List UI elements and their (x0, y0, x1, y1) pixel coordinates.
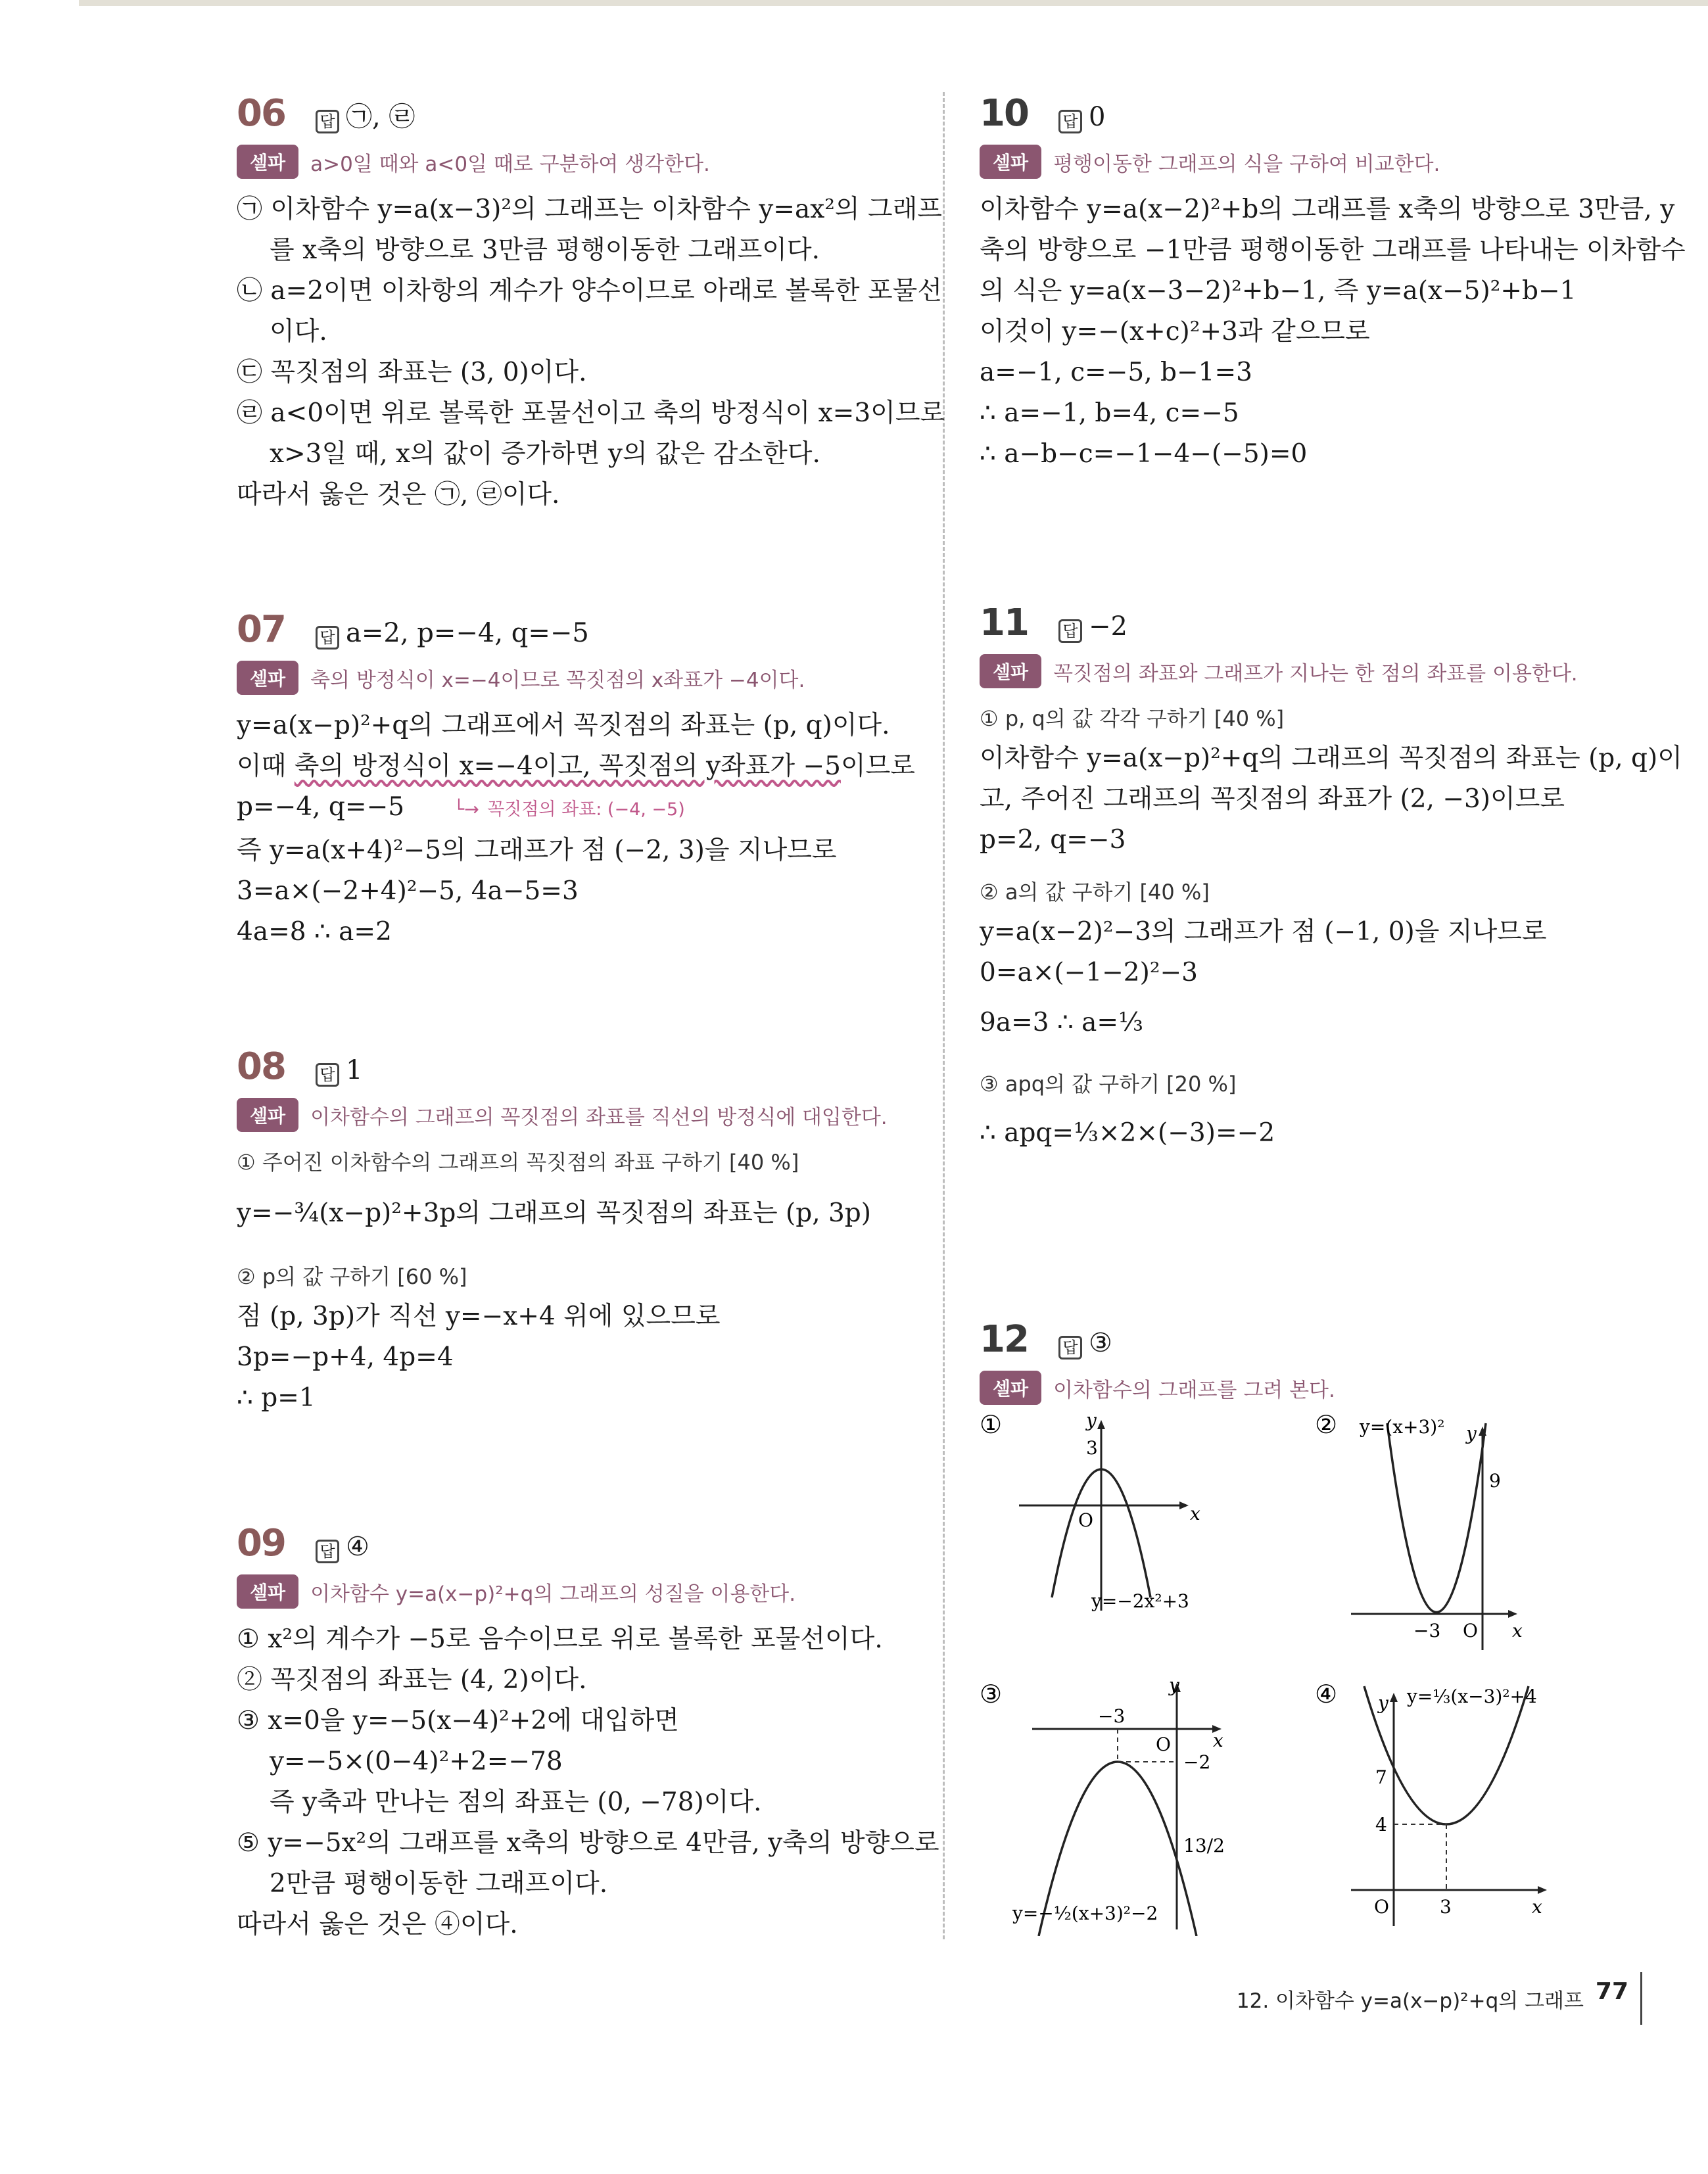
origin-label: O (1374, 1896, 1389, 1918)
answer-value: ④ (346, 1532, 369, 1562)
graph-mark: ② (1315, 1410, 1338, 1439)
y-axis-arrow (1390, 1693, 1398, 1702)
solution-line: 이것이 y=−(x+c)²+3과 같으므로 (980, 317, 1370, 346)
problem-number: 10 (980, 92, 1028, 135)
solution-line: ① x²의 계수가 −5로 음수이므로 위로 볼록한 포물선이다. (237, 1624, 883, 1654)
solution-line (237, 787, 914, 830)
problem-08 (237, 1045, 914, 1419)
y-intercept-label: 7 (1375, 1766, 1387, 1788)
arrow-icon: └→ (453, 799, 479, 820)
parabola-curve (1387, 1423, 1486, 1613)
graph-mark: ③ (980, 1680, 1003, 1709)
solution-line: y=a(x−p)²+q의 그래프에서 꼭짓점의 좌표는 (p, q)이다. (237, 711, 890, 740)
solution-line: ㉢ 꼭짓점의 좌표는 (3, 0)이다. (237, 358, 587, 387)
problem-number: 08 (237, 1045, 285, 1088)
y-intercept-label: 9 (1489, 1470, 1501, 1492)
column-divider (943, 92, 945, 1939)
solution-line: a=−1, c=−5, b−1=3 (980, 358, 1252, 387)
step-heading: ① 주어진 이차함수의 그래프의 꼭짓점의 좌표 구하기 [40 %] (237, 1150, 799, 1175)
solution-line: 의 식은 y=a(x−3−2)²+b−1, 즉 y=a(x−5)²+b−1 (980, 276, 1577, 306)
y-axis-label: y (1169, 1674, 1179, 1696)
equation-label: y=(x+3)² (1360, 1416, 1445, 1438)
top-rule (79, 0, 1708, 6)
tip-text: 이차함수의 그래프를 그려 본다. (1053, 1378, 1335, 1402)
origin-label: O (1156, 1734, 1171, 1755)
answer-icon: 답 (316, 626, 339, 650)
answer-icon: 답 (316, 110, 339, 133)
solution-line: 따라서 옳은 것은 ④이다. (237, 1910, 518, 1939)
solution-line: 축의 방향으로 −1만큼 평행이동한 그래프를 나타내는 이차함수 (980, 235, 1686, 265)
graph-3 (980, 1673, 1308, 1936)
problem-09 (237, 1522, 939, 1945)
text: 이므로 (840, 751, 915, 781)
answer-icon: 답 (1058, 110, 1082, 133)
solution-line: 0=a×(−1−2)²−3 (980, 958, 1198, 987)
solution-line: 4a=8 ∴ a=2 (237, 917, 392, 947)
step-heading: ② p의 값 구하기 [60 %] (237, 1264, 467, 1289)
solution-line: ③ x=0을 y=−5(x−4)²+2에 대입하면 (237, 1706, 679, 1736)
origin-label: O (1078, 1509, 1093, 1531)
solution-line: ㉡ a=2이면 이차항의 계수가 양수이므로 아래로 볼록한 포물선 (237, 276, 943, 306)
y-intercept-label: 3 (1086, 1437, 1098, 1459)
solution-line: 이차함수 y=a(x−p)²+q의 그래프의 꼭짓점의 좌표는 (p, q)이 (980, 744, 1682, 773)
problem-07 (237, 608, 914, 953)
problem-number: 11 (980, 602, 1028, 644)
x-axis-arrow (1508, 1610, 1517, 1618)
solution-line: y=−5×(0−4)²+2=−78 (270, 1747, 563, 1776)
problem-10 (980, 92, 1686, 475)
solution-line: ⑤ y=−5x²의 그래프를 x축의 방향으로 4만큼, y축의 방향으로 (237, 1828, 939, 1858)
tip-badge: 셀파 (980, 145, 1041, 179)
tip-text: 꼭짓점의 좌표와 그래프가 지나는 한 점의 좌표를 이용한다. (1053, 661, 1578, 686)
tip-text: 평행이동한 그래프의 식을 구하여 비교한다. (1053, 152, 1440, 176)
answer-value: 0 (1089, 102, 1106, 132)
tip-text: a>0일 때와 a<0일 때로 구분하여 생각한다. (310, 152, 710, 176)
page-number: 77 (1596, 1972, 1642, 2025)
equation-label: y=−½(x+3)²−2 (1012, 1902, 1158, 1924)
solution-line: 3=a×(−2+4)²−5, 4a−5=3 (237, 876, 579, 906)
solution-line: y=a(x−2)²−3의 그래프가 점 (−1, 0)을 지나므로 (980, 917, 1547, 947)
solution-line: 즉 y=a(x+4)²−5의 그래프가 점 (−2, 3)을 지나므로 (237, 836, 837, 865)
graph-1-svg (980, 1407, 1308, 1624)
graph-2 (1315, 1407, 1644, 1657)
solution-line: ∴ a−b−c=−1−4−(−5)=0 (980, 439, 1308, 469)
solution-line: ㉣ a<0이면 위로 볼록한 포물선이고 축의 방정식이 x=3이므로 (237, 398, 945, 428)
solution-line: ② 꼭짓점의 좌표는 (4, 2)이다. (237, 1665, 587, 1695)
answer-icon: 답 (316, 1540, 339, 1563)
solution-line (237, 746, 914, 787)
tip-text: 축의 방정식이 x=−4이므로 꼭짓점의 x좌표가 −4이다. (310, 668, 805, 692)
problem-number: 09 (237, 1522, 285, 1565)
vertex-x-label: −3 (1413, 1620, 1441, 1642)
y-axis-label: y (1466, 1423, 1477, 1444)
answer-value: 1 (346, 1055, 363, 1085)
answer-icon: 답 (1058, 1336, 1082, 1359)
chapter-title: 12. 이차함수 y=a(x−p)²+q의 그래프 (1236, 1989, 1584, 2013)
graph-1 (980, 1407, 1308, 1624)
equation-label: y=⅓(x−3)²+4 (1407, 1686, 1537, 1707)
solution-line: 따라서 옳은 것은 ㉠, ㉣이다. (237, 480, 560, 509)
solution-line: 고, 주어진 그래프의 꼭짓점의 좌표가 (2, −3)이므로 (980, 784, 1565, 814)
problem-11 (980, 602, 1682, 1163)
y-intercept-label: 13/2 (1183, 1835, 1225, 1856)
graph-mark: ① (980, 1410, 1003, 1439)
equation-label: y=−2x²+3 (1091, 1590, 1189, 1612)
x-axis-label: x (1213, 1730, 1223, 1751)
answer-value: ③ (1089, 1328, 1112, 1358)
graph-3-svg (980, 1673, 1308, 1936)
vertex-y-label: −2 (1183, 1751, 1211, 1773)
solution-line: 이다. (270, 317, 327, 346)
graph-mark: ④ (1315, 1680, 1338, 1709)
step-heading: ③ apq의 값 구하기 [20 %] (980, 1072, 1237, 1097)
solution-line: 를 x축의 방향으로 3만큼 평행이동한 그래프이다. (270, 235, 820, 265)
solution-line: ∴ p=1 (237, 1383, 316, 1413)
answer-value: a=2, p=−4, q=−5 (346, 618, 589, 648)
step-heading: ① p, q의 값 각각 구하기 [40 %] (980, 706, 1285, 731)
vertex-x-label: 3 (1440, 1896, 1452, 1918)
answer-value: −2 (1089, 611, 1127, 642)
problem-number: 12 (980, 1318, 1028, 1361)
problem-number: 06 (237, 92, 285, 135)
y-axis-label: y (1378, 1692, 1388, 1714)
x-axis-arrow (1179, 1501, 1189, 1509)
tip-badge: 셀파 (237, 145, 298, 179)
text: p=−4, q=−5 (237, 792, 405, 822)
tip-text: 이차함수의 그래프의 꼭짓점의 좌표를 직선의 방정식에 대입한다. (310, 1105, 888, 1129)
x-axis-label: x (1532, 1896, 1542, 1918)
step-heading: ② a의 값 구하기 [40 %] (980, 880, 1210, 905)
solution-line: 이차함수 y=a(x−2)²+b의 그래프를 x축의 방향으로 3만큼, y (980, 195, 1675, 224)
solution-line: x>3일 때, x의 값이 증가하면 y의 값은 감소한다. (270, 439, 820, 469)
x-axis-arrow (1538, 1886, 1547, 1894)
answer-value: ㉠, ㉣ (346, 102, 415, 132)
solution-line: ㉠ 이차함수 y=a(x−3)²의 그래프는 이차함수 y=ax²의 그래프 (237, 195, 942, 224)
solution-line: ∴ a=−1, b=4, c=−5 (980, 398, 1239, 428)
solution-line: 즉 y축과 만나는 점의 좌표는 (0, −78)이다. (270, 1787, 762, 1817)
graph-2-svg (1315, 1407, 1644, 1657)
text: 이때 (237, 751, 295, 781)
problem-number: 07 (237, 608, 285, 651)
solution-line: ∴ apq=⅓×2×(−3)=−2 (980, 1118, 1275, 1148)
solution-line: 3p=−p+4, 4p=4 (237, 1342, 454, 1372)
solution-line: 9a=3 ∴ a=⅓ (980, 1008, 1143, 1037)
vertex-x-label: −3 (1098, 1705, 1126, 1727)
tip-badge: 셀파 (980, 1371, 1041, 1405)
graph-4 (1315, 1673, 1644, 1936)
origin-label: O (1463, 1620, 1478, 1642)
tip-badge: 셀파 (980, 654, 1041, 688)
tip-badge: 셀파 (237, 1574, 298, 1609)
graph-4-svg (1315, 1673, 1644, 1936)
tip-badge: 셀파 (237, 661, 298, 695)
x-axis-label: x (1512, 1620, 1523, 1642)
page-footer (1237, 1972, 1642, 2025)
solution-line: 점 (p, 3p)가 직선 y=−x+4 위에 있으므로 (237, 1302, 721, 1331)
vertex-y-label: 4 (1375, 1814, 1387, 1835)
tip-text: 이차함수 y=a(x−p)²+q의 그래프의 성질을 이용한다. (310, 1582, 796, 1606)
annotation-note: 꼭짓점의 좌표: (−4, −5) (487, 799, 685, 820)
tip-badge: 셀파 (237, 1098, 298, 1132)
solution-line: p=2, q=−3 (980, 825, 1126, 855)
problem-06 (237, 92, 945, 515)
solution-line: y=−¾(x−p)²+3p의 그래프의 꼭짓점의 좌표는 (p, 3p) (237, 1198, 871, 1228)
y-axis-label: y (1086, 1409, 1097, 1431)
answer-icon: 답 (1058, 619, 1082, 643)
answer-icon: 답 (316, 1063, 339, 1087)
problem-12 (980, 1318, 1657, 1415)
y-axis-arrow (1097, 1420, 1105, 1429)
wavy-emphasis: 축의 방정식이 x=−4이고, 꼭짓점의 y좌표가 −5 (294, 751, 841, 781)
solution-line: 2만큼 평행이동한 그래프이다. (270, 1869, 608, 1899)
x-axis-label: x (1190, 1503, 1200, 1524)
